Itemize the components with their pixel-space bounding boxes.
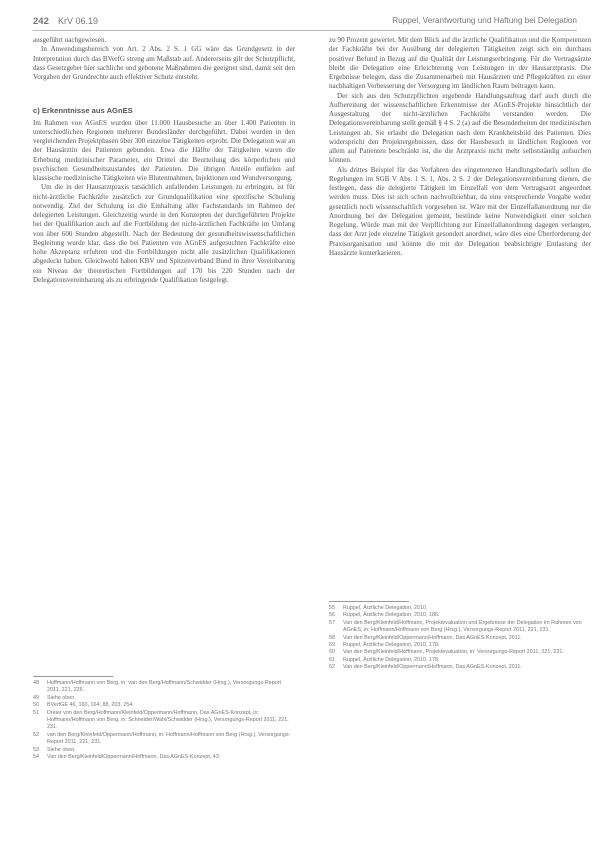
left-column <box>33 36 295 285</box>
footnote-rule <box>329 601 409 602</box>
footnote: 57 Van den Berg/Kleinfeld/Hoffmann, Projektevaluation und Ergebnisse der Delegation im Rahmen von AGnES, in: Hoffmann/Hoffmann von Berg (Hrsg.), Versorgungs-Report 2011, 221, 231. <box>329 619 582 634</box>
right-footnotes <box>329 605 591 672</box>
left-footnotes <box>33 680 295 761</box>
footnote: 54 Van den Berg/Kleinfeld/Oppermann/Hoffmann, Das AGnES-Konzept, 43. <box>33 754 221 761</box>
footnote: 55 Ruppel, Ärztliche Delegation, 2010. <box>329 605 428 611</box>
footnote: 62 Van den Berg/Kleinfeld/Oppermann/Hoffmann, Das AGnES-Konzept, 2011. <box>329 664 522 671</box>
page-number: 242 <box>33 16 49 27</box>
paragraph: Als drittes Beispiel für das Verfahren des eingetretenen Handlungsbedarfs sollten die Regelungen im SGB V Abs. 1 S. 1, Abs. 2 S. 2 der Delegationsvereinbarung dienen, die festlegen, dass die delegierte Tätigkeit im Einzelfall von dem Vertragsarzt angeordnet werden muss. Dies ist sich schon nachvollziehbar, da eine entsprechende Vorgabe weder gesetzlich noch wissenschaftlich vorgesehen ist. Wäre mit der Einzelfallanordnung nur die Anordnung bei der Delegation gemeint, bestünde keine Notwendigkeit einer solchen Regelung. Würde man mit der Verpflichtung zur Einzelfallanordnung dagegen verlangen, dass der Arzt jede einzelne Tätigkeit gesondert anordnet, wäre dies eine Überforderung der Praxisorganisation und könnte die mit der Delegation beabsichtigte Entlastung der Hausärzte konterkarieren. <box>329 165 591 257</box>
section-heading: c) Erkenntnisse aus AGnES <box>33 106 133 116</box>
running-header <box>33 14 577 28</box>
journal-title: KrV 06.19 <box>58 16 99 26</box>
footnote: 60 Van den Berg/Kleinfeld/Hoffmann, Projektevaluation, in: Versorgungs-Report 2011, 221, 231. <box>329 649 564 656</box>
footnote: 49 Siehe oben. <box>33 694 76 701</box>
footnote: 51 Dreier von den Berg/Hoffmann/Kleinfeld/Oppermann/Hoffmann, Das AGnES-Konzept, in: Hoffmann/Hoffmann von Berg, in: Schneider/Wahl/Schwidder (Hrsg.), Versorgungs-Report 2011, 221, 231. <box>33 709 289 731</box>
footnote-rule <box>33 676 113 677</box>
paragraph: zu 90 Prozent gewertet. Mit dem Blick auf die ärztliche Qualifikation und die Kompetenzen der Fachkräfte bei der Ausübung der delegierten Tätigkeiten zeigt sich ein durchaus positiver Befund in Bezug auf die Qualität der Leistungserbringung. Für die Vertragsärzte bleibt die Delegation eine Erleichterung von Leistungen in der Hausarztpraxis. Die Ergebnisse belegen, dass die Zusammenarbeit mit Hausärzten und Pflegekräften zu einer nachhaltigen Verbesserung der Versorgung im ländlichen Raum beitragen kann. <box>329 36 591 91</box>
footnote: 52 van den Berg/Kleinfeld/Oppermann/Hoffmann, in: Hoffmann/Hoffmann von Berg (Hrsg.), Versorgungs-Report 2011, 221, 231. <box>33 731 291 746</box>
right-column <box>329 36 591 258</box>
paragraph: Um die in der Hausarztpraxis tatsächlich anfallenden Leistungen zu erbringen, ist für nicht-ärztliche Fachkräfte zusätzlich zur Grundqualifikation eine spezifische Schulung notwendig. Ziel der Schulung ist die Einhaltung aller Fachstandards im Rahmen der delegierten Leistungen. Gleichzeitig wurde in den Konzepten der durchgeführten Projekte bei der Qualifikation auch auf die Fortbildung der nicht-ärztlichen Fachkräfte im Umfang von über 600 Stunden abgestellt. Nach der Bedeutung der gesundheitswissenschaftlichen Begleitung wurde klar, dass die bei Patienten von AGnES aufgesuchten Fachkräfte eine hohe Akzeptanz erfuhren und die Fortbildungen nicht alle zusätzlichen Qualifikationen abgedeckt haben. Gleichwohl haben KBV und Spitzenverband Bund in ihrer Vereinbarung ein Niveau der theoretischen Fortbildungen auf 170 bis 220 Stunden nach der Delegationsvereinbarung als zu erbringende Qualifikation festgelegt. <box>33 183 295 284</box>
paragraph: Der sich aus den Schutzpflichten ergebende Handlungsauftrag darf auch durch die Aufbereitung der wissenschaftlichen Erkenntnisse der AGnES-Projekte hinsichtlich der Ausgestaltung der nicht-ärztlichen Fachkräfte verstanden werden. Die Delegationsvereinbarung stellt gemäß § 4 S. 2 (a) auf die Besonderheiten der medizinischen Leistungen ab. Sie erlaubt die Delegation nach dem Krankheitsbild des Patienten. Dies widerspricht den Projektergebnissen, dass der Hausbesuch in ländlichen Regionen vor allem auf Patienten beschränkt ist, die die Arztpraxis nicht mehr selbstständig aufsuchen können. <box>329 91 591 165</box>
header-rule <box>33 30 577 31</box>
footnote: 50 BVerfGE 46, 160, 164; 88, 203, 254. <box>33 702 134 709</box>
footnote: 58 Van den Berg/Kleinfeld/Oppermann/Hoffmann, Das AGnES-Konzept, 2011. <box>329 634 522 641</box>
paragraph: Im Rahmen von AGnES wurden über 11.000 Hausbesuche an über 1.400 Patienten in unterschiedlichen Regionen mehrerer Bundesländer durchgeführt. Dabei wurden in den vergleichenden Projektphasen über 300 einzelne Tätigkeiten erprobt. Die Delegation war an der Hausärztin des Patienten gebunden. Etwa die Hälfte der Tätigkeiten waren die Erhebung medizinischer Parameter, ein Drittel die Beurteilung des körperlichen und psychischen Gesundheitszustandes der Patienten. Die übrigen Anteile entfielen auf klassische medizinische Tätigkeiten wie Blutentnahmen, Injektionen und Wundversorgung. <box>33 118 295 182</box>
running-title: Ruppel, Verantwortung und Haftung bei Delegation <box>392 16 577 25</box>
footnote: 59 Ruppel, Ärztliche Delegation, 2010, 178. <box>329 642 440 649</box>
paragraph: In Anwendungsbereich von Art. 2 Abs. 2 S. 1 GG wäre das Grundgesetz in der Interpretation durch das BVerfG streng am Maßstab auf. Andererseits gilt der Schutzpflicht, dass Gesetzgeber hier sachliche und gebotene Maßnahmen die geeignet sind, damit seit den Vorgaben der Grundrechte auch effektiver Schutz entsteht. <box>33 45 295 81</box>
footnote: 61 Ruppel, Ärztliche Delegation, 2010, 178. <box>329 656 440 663</box>
footnote: 48 Hoffmann/Hoffmann von Berg, in: van den Berg/Hoffmann/Schwidder (Hrsg.), Versorgungs-Report 2011, 221, 226. <box>33 680 282 694</box>
footnote: 53 Siehe oben. <box>33 746 76 753</box>
footnote: 56 Ruppel, Ärztliche Delegation, 2010, 186. <box>329 612 440 619</box>
paragraph: ausgeführt nachgewiesen. <box>33 36 107 44</box>
